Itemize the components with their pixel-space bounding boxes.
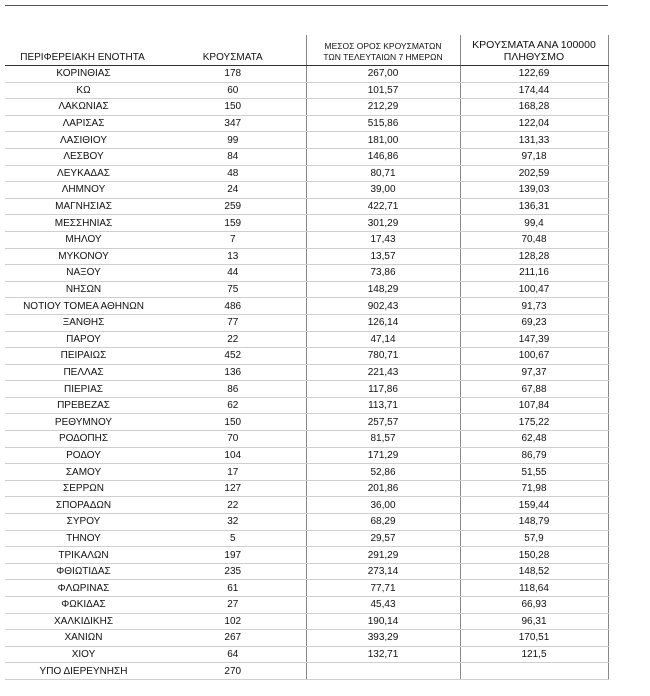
table-row [5,663,608,680]
cell-region: ΛΗΜΝΟΥ [5,182,160,199]
table-row [5,82,608,99]
cell-cases-per-100000: 69,23 [460,314,608,331]
header-avg-line1: ΜΕΣΟΣ ΟΡΟΣ ΚΡΟΥΣΜΑΤΩΝ [324,41,442,51]
cell-cases: 22 [160,497,306,514]
table-row [5,215,608,232]
table-row [5,132,608,149]
cell-cases: 136 [160,364,306,381]
cell-cases: 150 [160,414,306,431]
header-avg-line2: ΤΩΝ ΤΕΛΕΥΤΑΙΩΝ 7 ΗΜΕΡΩΝ [323,52,443,62]
cell-cases-per-100000: 71,98 [460,480,608,497]
cell-cases: 347 [160,115,306,132]
cell-cases-per-100000 [460,663,608,680]
cell-cases: 27 [160,597,306,614]
cell-cases-per-100000: 168,28 [460,99,608,116]
cell-cases: 61 [160,580,306,597]
cell-seven-day-average: 257,57 [306,414,460,431]
header-rate-line2: ΠΛΗΘΥΣΜΟ [503,51,565,63]
cell-region: ΣΠΟΡΑΔΩΝ [5,497,160,514]
cell-seven-day-average: 29,57 [306,530,460,547]
table-row [5,115,608,132]
table-row [5,646,608,663]
cell-cases-per-100000: 96,31 [460,613,608,630]
cell-region: ΛΑΡΙΣΑΣ [5,115,160,132]
table-row [5,530,608,547]
header-row [5,35,608,66]
cell-region: ΠΙΕΡΙΑΣ [5,381,160,398]
cell-region: ΧΑΛΚΙΔΙΚΗΣ [5,613,160,630]
cell-cases: 150 [160,99,306,116]
cell-cases: 48 [160,165,306,182]
cell-region: ΡΟΔΟΥ [5,447,160,464]
cell-region: ΤΗΝΟΥ [5,530,160,547]
cell-region: ΦΘΙΩΤΙΔΑΣ [5,563,160,580]
cell-cases: 64 [160,646,306,663]
cell-cases-per-100000: 131,33 [460,132,608,149]
table-row [5,414,608,431]
cell-cases: 178 [160,66,306,83]
cell-cases: 77 [160,314,306,331]
cell-seven-day-average: 267,00 [306,66,460,83]
cell-cases-per-100000: 122,69 [460,66,608,83]
cell-region: ΥΠΟ ΔΙΕΡΕΥΝΗΣΗ [5,663,160,680]
cell-cases-per-100000: 147,39 [460,331,608,348]
header-cases-per-100000 [460,35,608,66]
cell-cases-per-100000: 51,55 [460,464,608,481]
cell-seven-day-average: 77,71 [306,580,460,597]
cell-seven-day-average: 47,14 [306,331,460,348]
cell-cases: 99 [160,132,306,149]
cell-region: ΧΙΟΥ [5,646,160,663]
table-row [5,99,608,116]
header-rate-line1: ΚΡΟΥΣΜΑΤΑ ΑΝΑ 100000 [472,39,596,51]
cell-region: ΠΕΛΛΑΣ [5,364,160,381]
cell-region: ΞΑΝΘΗΣ [5,314,160,331]
cell-seven-day-average: 101,57 [306,82,460,99]
cell-cases: 104 [160,447,306,464]
cell-cases: 70 [160,431,306,448]
cell-cases-per-100000: 66,93 [460,597,608,614]
cell-cases: 86 [160,381,306,398]
table-row [5,314,608,331]
cell-region: ΝΟΤΙΟΥ ΤΟΜΕΑ ΑΘΗΝΩΝ [5,298,160,315]
table-row [5,547,608,564]
cell-seven-day-average: 52,86 [306,464,460,481]
table-row [5,397,608,414]
header-cases: ΚΡΟΥΣΜΑΤΑ [160,35,306,66]
cell-cases-per-100000: 170,51 [460,630,608,647]
cell-seven-day-average [306,663,460,680]
table-row [5,348,608,365]
header-region: ΠΕΡΙΦΕΡΕΙΑΚΗ ΕΝΟΤΗΤΑ [5,35,160,66]
cell-region: ΚΟΡΙΝΘΙΑΣ [5,66,160,83]
cell-cases-per-100000: 67,88 [460,381,608,398]
table-row [5,630,608,647]
cell-cases-per-100000: 97,37 [460,364,608,381]
cell-region: ΝΗΣΩΝ [5,281,160,298]
cell-cases-per-100000: 175,22 [460,414,608,431]
cell-seven-day-average: 80,71 [306,165,460,182]
cell-cases-per-100000: 122,04 [460,115,608,132]
cell-region: ΣΑΜΟΥ [5,464,160,481]
cell-region: ΛΑΚΩΝΙΑΣ [5,99,160,116]
table-row [5,66,608,83]
cell-region: ΚΩ [5,82,160,99]
table-row [5,331,608,348]
table-row [5,265,608,282]
cell-seven-day-average: 148,29 [306,281,460,298]
cell-seven-day-average: 190,14 [306,613,460,630]
table-row [5,447,608,464]
table-row [5,431,608,448]
table-row [5,281,608,298]
cell-seven-day-average: 132,71 [306,646,460,663]
cell-cases-per-100000: 159,44 [460,497,608,514]
cell-seven-day-average: 422,71 [306,198,460,215]
cell-seven-day-average: 393,29 [306,630,460,647]
cell-seven-day-average: 45,43 [306,597,460,614]
table-row [5,613,608,630]
cell-cases: 75 [160,281,306,298]
table-header [5,35,608,66]
table-row [5,464,608,481]
cell-cases-per-100000: 70,48 [460,231,608,248]
cell-cases: 62 [160,397,306,414]
cell-region: ΣΕΡΡΩΝ [5,480,160,497]
cell-region: ΡΕΘΥΜΝΟΥ [5,414,160,431]
cell-cases: 44 [160,265,306,282]
cell-seven-day-average: 39,00 [306,182,460,199]
cell-region: ΤΡΙΚΑΛΩΝ [5,547,160,564]
cell-region: ΧΑΝΙΩΝ [5,630,160,647]
cell-region: ΠΕΙΡΑΙΩΣ [5,348,160,365]
cell-cases-per-100000: 121,5 [460,646,608,663]
table-row [5,165,608,182]
cell-cases-per-100000: 148,79 [460,514,608,531]
cell-cases-per-100000: 57,9 [460,530,608,547]
cell-cases: 22 [160,331,306,348]
cell-seven-day-average: 126,14 [306,314,460,331]
cell-cases-per-100000: 118,64 [460,580,608,597]
cell-seven-day-average: 201,86 [306,480,460,497]
table-body [5,66,608,680]
cell-cases-per-100000: 62,48 [460,431,608,448]
cell-seven-day-average: 113,71 [306,397,460,414]
cell-seven-day-average: 17,43 [306,231,460,248]
table-row [5,298,608,315]
cell-cases-per-100000: 91,73 [460,298,608,315]
cell-cases: 270 [160,663,306,680]
cell-cases-per-100000: 139,03 [460,182,608,199]
cell-seven-day-average: 117,86 [306,381,460,398]
table-row [5,563,608,580]
cell-region: ΛΕΣΒΟΥ [5,148,160,165]
cell-region: ΦΛΩΡΙΝΑΣ [5,580,160,597]
cell-seven-day-average: 73,86 [306,265,460,282]
table-row [5,480,608,497]
cell-region: ΠΑΡΟΥ [5,331,160,348]
cell-cases: 5 [160,530,306,547]
cell-cases: 60 [160,82,306,99]
cases-table [5,35,609,680]
cell-seven-day-average: 273,14 [306,563,460,580]
cell-cases: 84 [160,148,306,165]
cell-seven-day-average: 212,29 [306,99,460,116]
cell-cases: 17 [160,464,306,481]
cell-seven-day-average: 68,29 [306,514,460,531]
table-row [5,364,608,381]
cell-region: ΜΗΛΟΥ [5,231,160,248]
cell-cases: 32 [160,514,306,531]
cell-seven-day-average: 171,29 [306,447,460,464]
cell-cases-per-100000: 99,4 [460,215,608,232]
table-row [5,580,608,597]
cell-seven-day-average: 81,57 [306,431,460,448]
cell-cases-per-100000: 148,52 [460,563,608,580]
table-row [5,497,608,514]
cell-region: ΜΥΚΟΝΟΥ [5,248,160,265]
cell-cases: 13 [160,248,306,265]
table-row [5,148,608,165]
cell-seven-day-average: 36,00 [306,497,460,514]
cell-region: ΜΕΣΣΗΝΙΑΣ [5,215,160,232]
cell-cases: 127 [160,480,306,497]
cell-region: ΦΩΚΙΔΑΣ [5,597,160,614]
cell-cases-per-100000: 211,16 [460,265,608,282]
cell-seven-day-average: 515,86 [306,115,460,132]
cell-cases-per-100000: 202,59 [460,165,608,182]
cell-cases-per-100000: 174,44 [460,82,608,99]
table-row [5,182,608,199]
cell-cases-per-100000: 107,84 [460,397,608,414]
cell-cases: 7 [160,231,306,248]
table-row [5,231,608,248]
cell-cases-per-100000: 150,28 [460,547,608,564]
cell-cases-per-100000: 97,18 [460,148,608,165]
cell-cases: 102 [160,613,306,630]
cell-region: ΛΑΣΙΘΙΟΥ [5,132,160,149]
cell-seven-day-average: 780,71 [306,348,460,365]
table-row [5,597,608,614]
cell-region: ΠΡΕΒΕΖΑΣ [5,397,160,414]
cell-cases: 452 [160,348,306,365]
header-seven-day-average [306,35,460,66]
cell-seven-day-average: 291,29 [306,547,460,564]
cell-cases: 24 [160,182,306,199]
cell-seven-day-average: 13,57 [306,248,460,265]
cell-cases: 267 [160,630,306,647]
cell-seven-day-average: 146,86 [306,148,460,165]
table-row [5,198,608,215]
cell-cases-per-100000: 100,67 [460,348,608,365]
cell-region: ΜΑΓΝΗΣΙΑΣ [5,198,160,215]
table-row [5,381,608,398]
cell-region: ΛΕΥΚΑΔΑΣ [5,165,160,182]
top-divider [5,5,608,6]
cell-region: ΡΟΔΟΠΗΣ [5,431,160,448]
cell-cases-per-100000: 86,79 [460,447,608,464]
cell-cases: 197 [160,547,306,564]
cell-region: ΝΑΞΟΥ [5,265,160,282]
cell-cases: 159 [160,215,306,232]
cell-cases-per-100000: 128,28 [460,248,608,265]
cell-cases: 259 [160,198,306,215]
cell-seven-day-average: 181,00 [306,132,460,149]
cell-seven-day-average: 301,29 [306,215,460,232]
cell-seven-day-average: 221,43 [306,364,460,381]
cell-cases-per-100000: 136,31 [460,198,608,215]
table-row [5,248,608,265]
cell-cases-per-100000: 100,47 [460,281,608,298]
table-row [5,514,608,531]
cell-cases: 486 [160,298,306,315]
cell-cases: 235 [160,563,306,580]
cell-region: ΣΥΡΟΥ [5,514,160,531]
cell-seven-day-average: 902,43 [306,298,460,315]
